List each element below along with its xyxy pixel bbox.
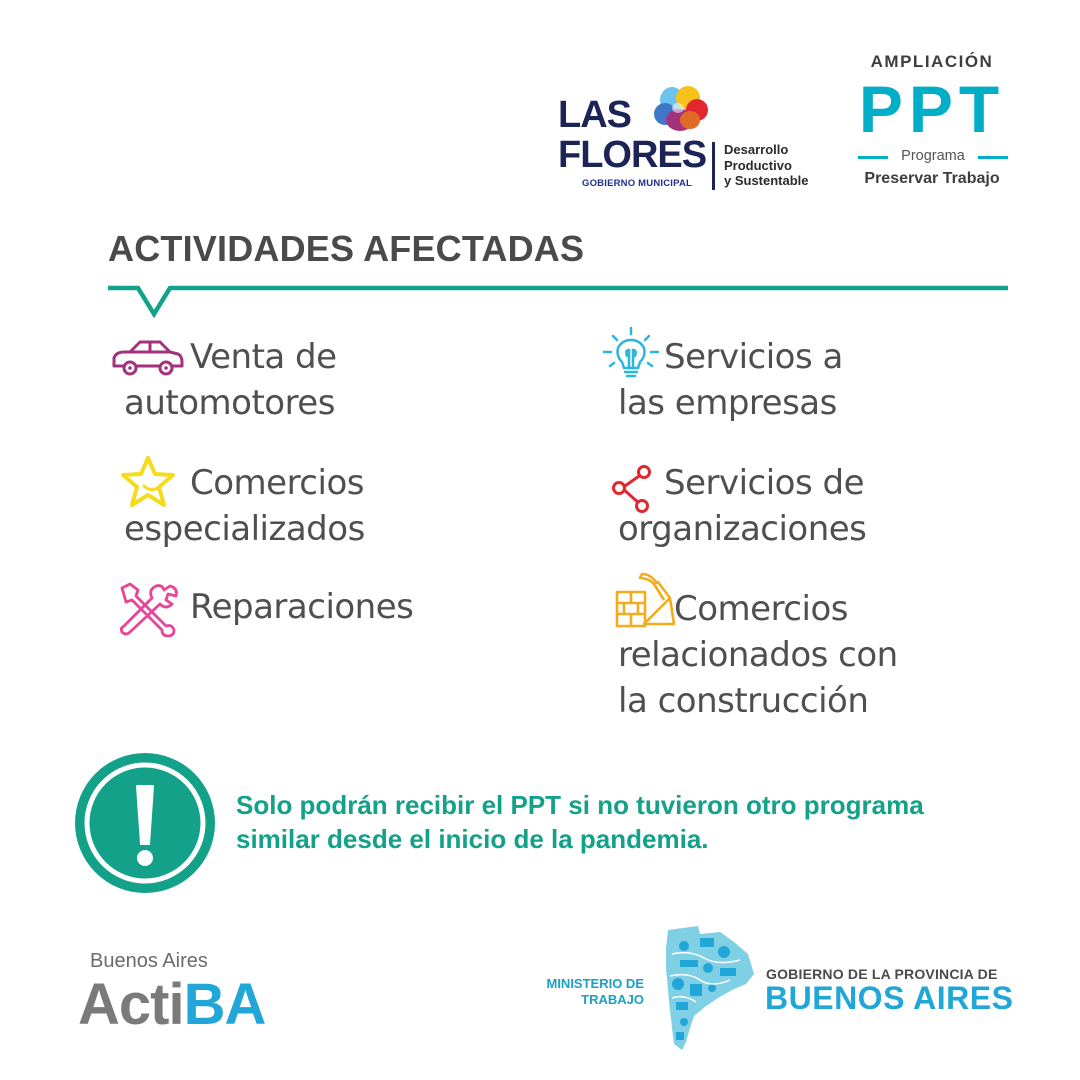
- ppt-programa-label: Programa: [901, 148, 965, 164]
- notice-message: [236, 788, 924, 856]
- gobierno-line1: GOBIERNO DE LA PROVINCIA DE: [766, 966, 998, 982]
- ministerio-line1: MINISTERIO DE: [546, 976, 644, 991]
- star-icon: [116, 454, 180, 510]
- dept-line1: Desarrollo: [724, 142, 789, 157]
- actiba-part1: Acti: [78, 972, 184, 1037]
- tools-icon: [116, 580, 182, 640]
- activity-venta-line2: automotores: [124, 383, 335, 423]
- ppt-line-right: [978, 156, 1008, 159]
- title-underline: [108, 284, 1010, 318]
- activity-construccion-line1: Comercios: [674, 589, 848, 629]
- las-flores-subtitle: GOBIERNO MUNICIPAL: [582, 178, 693, 189]
- activity-comercios-especializados: [108, 460, 508, 560]
- activity-reparaciones: [108, 584, 508, 644]
- actiba-small-label: Buenos Aires: [90, 950, 208, 972]
- ppt-line-left: [858, 156, 888, 159]
- activity-comercios-esp-line2: especializados: [124, 509, 365, 549]
- activity-reparaciones-line1: Reparaciones: [190, 587, 414, 627]
- activity-venta-line1: Venta de: [190, 337, 337, 377]
- dept-line2: Productivo: [724, 157, 792, 173]
- exclamation-icon: [74, 752, 216, 894]
- las-flores-department: [724, 142, 809, 189]
- activity-servicios-org-line1: Servicios de: [664, 463, 865, 503]
- activity-venta-automotores: [108, 334, 508, 434]
- actiba-part2: BA: [183, 972, 266, 1037]
- activity-comercios-esp-line1: Comercios: [190, 463, 364, 503]
- ppt-name-label: Preservar Trabajo: [864, 170, 1000, 187]
- las-flores-logo: [558, 84, 828, 194]
- actiba-logo: [78, 972, 265, 1038]
- las-flores-line2: FLORES: [558, 134, 707, 176]
- activity-servicios-organizaciones: [600, 460, 1000, 560]
- lightbulb-icon: [600, 326, 662, 382]
- car-icon: [108, 336, 184, 382]
- notice-line1: Solo podrán recibir el PPT si no tuvieron otro programa: [236, 790, 924, 820]
- ppt-top-label: AMPLIACIÓN: [870, 52, 994, 71]
- activity-construccion-line3: la construcción: [618, 681, 869, 721]
- page-title: ACTIVIDADES AFECTADAS: [108, 228, 585, 269]
- construction-icon: [614, 568, 678, 630]
- ppt-logo: [852, 52, 1012, 192]
- ministerio-label: [520, 976, 644, 1008]
- activity-construccion-line2: relacionados con: [618, 635, 898, 675]
- activity-servicios-empresas-line2: las empresas: [618, 383, 837, 423]
- dept-line3: y Sustentable: [724, 173, 809, 188]
- las-flores-divider: [712, 142, 715, 190]
- ppt-programa-row: [858, 148, 1008, 166]
- activity-servicios-empresas-line1: Servicios a: [664, 337, 843, 377]
- activity-construccion: [600, 586, 1020, 726]
- notice-line2: similar desde el inicio de la pandemia.: [236, 824, 709, 854]
- ministerio-line2: TRABAJO: [581, 992, 644, 1007]
- flower-icon: [650, 84, 710, 136]
- las-flores-line1: LAS: [558, 94, 631, 136]
- activity-servicios-org-line2: organizaciones: [618, 509, 867, 549]
- ppt-big-label: PPT: [858, 72, 1006, 146]
- activity-servicios-empresas: [600, 334, 1000, 434]
- province-map-icon: [660, 924, 756, 1052]
- gobierno-line2: BUENOS AIRES: [765, 980, 1014, 1016]
